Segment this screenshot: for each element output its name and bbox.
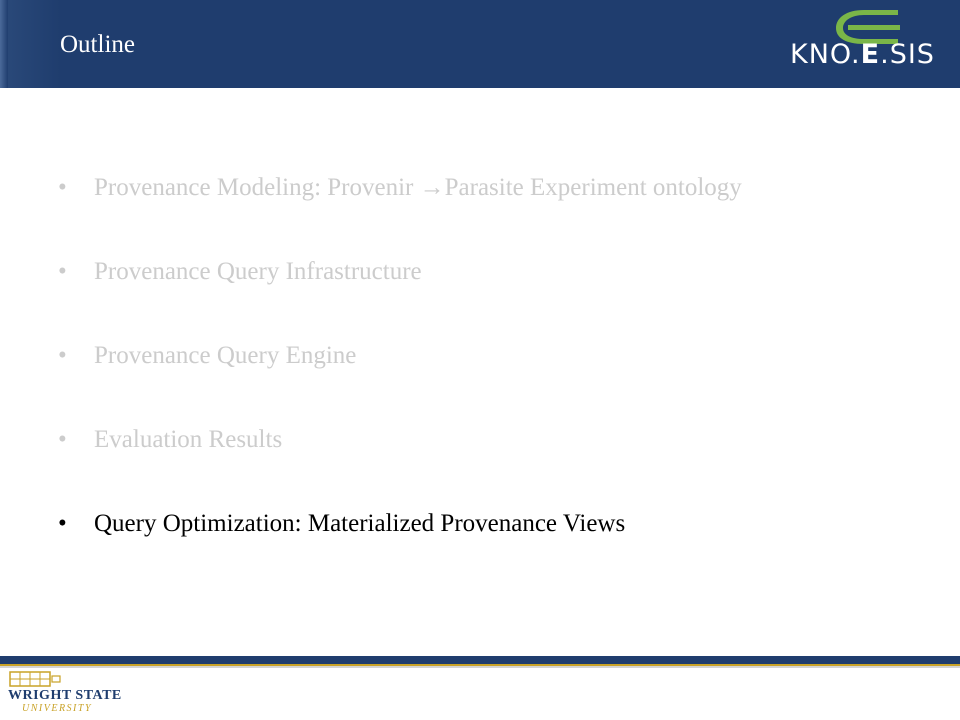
bullet-icon: •	[58, 174, 67, 201]
outline-item-evaluation-results	[58, 416, 938, 500]
bullet-icon: •	[58, 258, 67, 285]
outline-item-label: Provenance Query Engine	[94, 342, 357, 369]
outline-item-label: Provenance Modeling: Provenir →Parasite Experiment ontology	[94, 174, 742, 201]
outline-item-query-engine	[58, 332, 938, 416]
wsu-logo-line1: WRIGHT STATE	[8, 688, 122, 703]
outline-item-label: Query Optimization: Materialized Provenance Views	[94, 510, 626, 537]
wsu-logo-line2: UNIVERSITY	[22, 703, 92, 714]
outline-item-query-optimization	[58, 500, 938, 584]
outline-item-provenance-modeling	[58, 164, 938, 248]
outline-item-label: Provenance Query Infrastructure	[94, 258, 422, 285]
knoesis-wordmark	[790, 40, 940, 70]
slide-title: Outline	[60, 31, 135, 58]
wordmark-accent: E	[860, 39, 881, 70]
outline-item-label: Evaluation Results	[94, 426, 283, 453]
bullet-icon: •	[58, 426, 67, 453]
header-bar	[0, 0, 960, 88]
outline-list	[58, 164, 938, 584]
bullet-icon: •	[58, 342, 67, 369]
footer-rule-light	[0, 666, 960, 668]
outline-item-query-infrastructure	[58, 248, 938, 332]
footer-rule	[0, 656, 960, 664]
wordmark-suffix: .SIS	[880, 39, 935, 70]
bullet-icon: •	[58, 510, 67, 537]
wordmark-prefix: KNO.	[790, 39, 861, 70]
